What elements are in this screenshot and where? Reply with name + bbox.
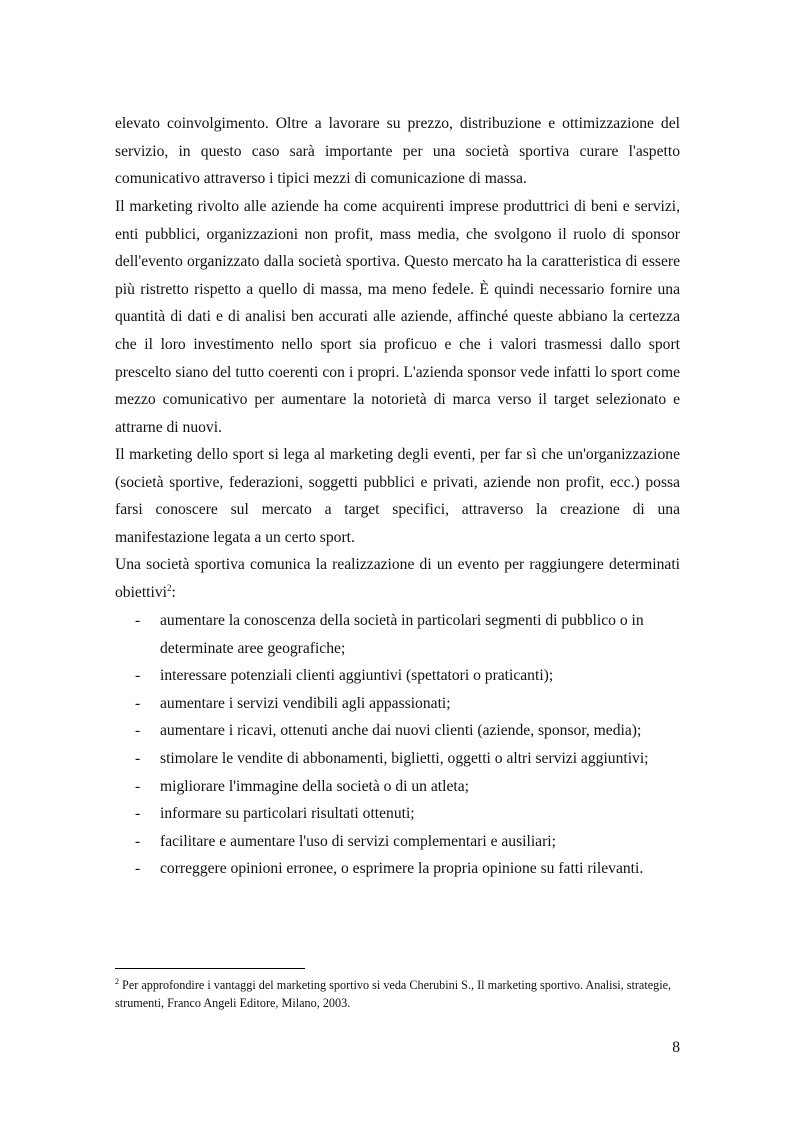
paragraph-3-text: Il marketing dello sport si lega al marketing degli eventi, per far sì che un'organizzazione (società sportive, federazioni, soggetti pubblici e privati, aziende non profit, ecc.) possa farsi conoscere sul mercato a target specifici, attraverso la creazione di una manifestazione legata a un certo sport. (115, 446, 680, 546)
list-item (115, 745, 680, 773)
footnote-number: 2 (115, 976, 119, 986)
list-item-text: aumentare i ricavi, ottenuti anche dai nuovi clienti (aziende, sponsor, media); (160, 722, 642, 740)
bullet-dash: - (135, 860, 141, 878)
bullet-dash: - (135, 667, 141, 685)
list-item-text: aumentare la conoscenza della società in particolari segmenti di pubblico o in determinate aree geografiche; (160, 612, 644, 657)
paragraph-4-text (115, 551, 680, 606)
bullet-dash: - (135, 777, 141, 795)
list-item-text: correggere opinioni erronee, o esprimere la propria opinione su fatti rilevanti. (160, 860, 644, 878)
footnote (115, 976, 680, 1012)
paragraph-4-colon: : (171, 583, 176, 601)
bullet-dash: - (135, 805, 141, 823)
page-number: 8 (672, 1039, 680, 1056)
list-item (115, 607, 680, 662)
paragraph-4 (115, 551, 680, 606)
list-item (115, 800, 680, 828)
paragraph-4-body: Una società sportiva comunica la realizzazione di un evento per raggiungere determinati obiettivi (115, 556, 680, 601)
list-item (115, 773, 680, 801)
footnote-separator (115, 968, 305, 969)
list-item-text: informare su particolari risultati ottenuti; (160, 805, 415, 823)
list-item-text: migliorare l'immagine della società o di un atleta; (160, 777, 469, 795)
list-item (115, 828, 680, 856)
paragraph-1 (115, 110, 680, 193)
bullet-dash: - (135, 694, 141, 712)
list-item-text: aumentare i servizi vendibili agli appassionati; (160, 694, 451, 712)
list-item (115, 855, 680, 883)
paragraph-2-text: Il marketing rivolto alle aziende ha come acquirenti imprese produttrici di beni e servizi, enti pubblici, organizzazioni non profit, mass media, che svolgono il ruolo di sponsor dell'evento organizzato dalla società sportiva. Questo mercato ha la caratteristica di essere più ristretto rispetto a quello di massa, ma meno fedele. È quindi necessario fornire una quantità di dati e di analisi ben accurati alle aziende, affinché queste abbiano la certezza che il loro investimento nello sport sia proficuo e che i valori trasmessi dallo sport prescelto siano del tutto coerenti con i propri. L'azienda sponsor vede infatti lo sport come mezzo comunicativo per aumentare la notorietà di marca verso il target selezionato e attrarne di nuovi. (115, 198, 680, 436)
bullet-dash: - (135, 722, 141, 740)
bullet-dash: - (135, 749, 141, 767)
bullet-dash: - (135, 612, 141, 629)
list-item-text: interessare potenziali clienti aggiuntivi (spettatori o praticanti); (160, 667, 554, 685)
list-item-text: stimolare le vendite di abbonamenti, biglietti, oggetti o altri servizi aggiuntivi; (160, 749, 649, 767)
list-item (115, 662, 680, 690)
list-item (115, 690, 680, 718)
objectives-list (115, 607, 680, 883)
list-item (115, 717, 680, 745)
paragraph-1-text: elevato coinvolgimento. Oltre a lavorare su prezzo, distribuzione e ottimizzazione del servizio, in questo caso sarà importante per una società sportiva curare l'aspetto comunicativo attraverso i tipici mezzi di comunicazione di massa. (115, 115, 680, 188)
paragraph-2 (115, 193, 680, 441)
list-item-text: facilitare e aumentare l'uso di servizi complementari e ausiliari; (160, 832, 556, 850)
bullet-dash: - (135, 832, 141, 850)
footnote-reference: 2 (166, 582, 172, 593)
footnote-text: Per approfondire i vantaggi del marketing sportivo si veda Cherubini S., Il marketing sportivo. Analisi, strategie, strumenti, Franco Angeli Editore, Milano, 2003. (115, 978, 672, 1010)
paragraph-3 (115, 441, 680, 551)
